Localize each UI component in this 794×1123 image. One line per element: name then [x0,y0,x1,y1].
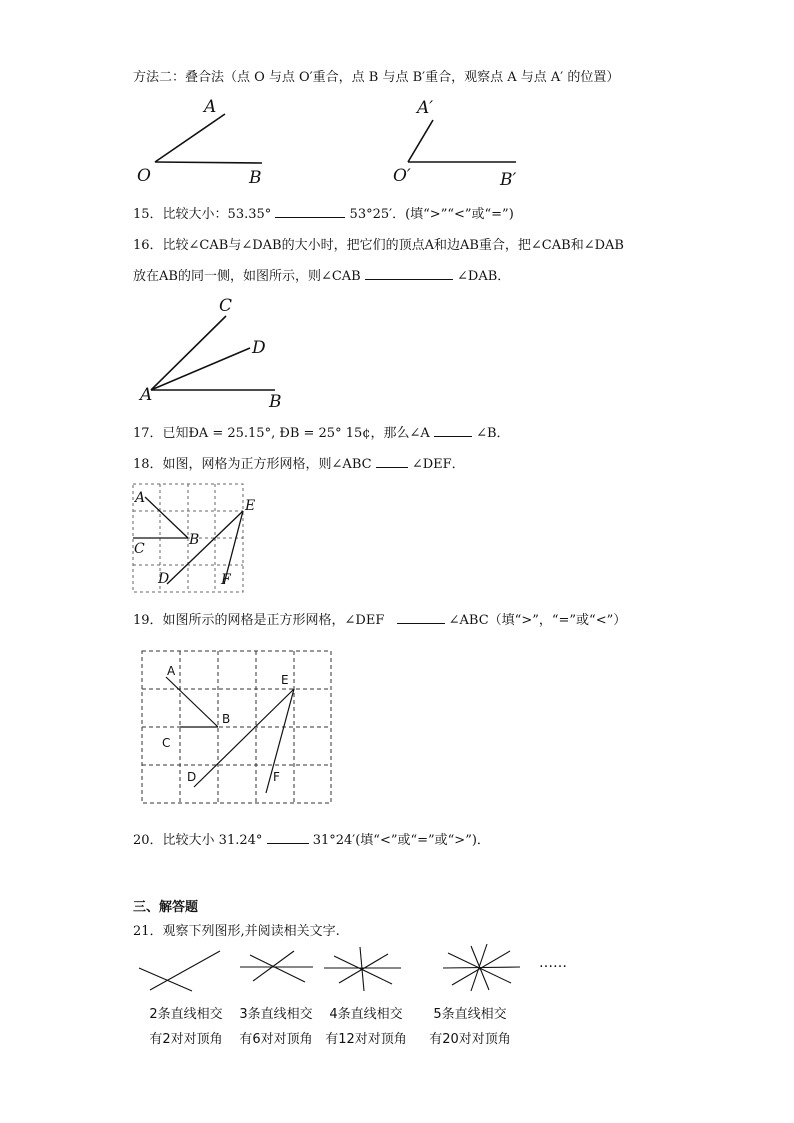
caption-line1: 5条直线相交 [433,1007,507,1022]
caption-line1: 3条直线相交 [239,1007,313,1022]
q17-text-pre: 17．已知ÐA = 25.15°, ÐB = 25° 15¢，那么∠A [133,426,430,441]
label-O: O [137,166,151,186]
q16-line1: 16．比较∠CAB与∠DAB的大小时，把它们的顶点A和边AB重合，把∠CAB和∠DAB [133,238,624,253]
label-A: A [204,97,217,117]
q18-label-E: E [245,498,256,514]
caption-line1: 2条直线相交 [149,1007,223,1022]
caption-line2: 有20对对顶角 [429,1032,511,1047]
caption-line1: 4条直线相交 [329,1007,403,1022]
label-B-prime: B′ [500,170,517,190]
q18-label-F: F [221,572,231,588]
q21-caption-2 [231,1003,321,1047]
q15-text-pre: 15．比较大小：53.35° [133,207,272,222]
method2-text: 方法二：叠合法（点 O 与点 O′重合，点 B 与点 B′重合，观察点 A 与点 A′ 的位置） [133,70,620,85]
q19-label-E: E [281,673,289,687]
q21-caption-4 [422,1003,518,1047]
q21-ellipsis: …… [539,955,567,971]
q16-label-A: A [140,385,153,405]
label-B: B [249,168,262,188]
q18-label-A: A [135,490,146,506]
label-O-prime: O′ [393,166,411,186]
q16-text-pre: 放在AB的同一侧，如图所示，则∠CAB [133,269,361,284]
q19-text-post: ∠ABC（填“>”，“=”或“<”） [448,613,627,628]
q20-text-pre: 20．比较大小 31.24° [133,833,263,848]
q18-label-C: C [134,541,145,557]
q16-text-post: ∠DAB． [457,269,511,284]
q20-text-post: 31°24′(填“<”或“=”或“>”)． [312,833,490,848]
q16-label-D: D [252,338,266,358]
q21-caption-3 [320,1003,412,1047]
label-A-prime: A′ [417,98,434,118]
q19-text-pre: 19．如图所示的网格是正方形网格，∠DEF [133,613,385,628]
q21-text: 21．观察下列图形,并阅读相关文字. [133,924,340,939]
q18-text-post: ∠DEF． [411,457,465,472]
caption-line2: 有12对对顶角 [325,1032,407,1047]
q16-label-B: B [269,392,282,412]
q19-label-A: A [167,664,176,678]
q18-text-pre: 18．如图，网格为正方形网格，则∠ABC [133,457,372,472]
caption-line2: 有6对对顶角 [239,1032,313,1047]
section-heading: 三、解答题 [133,900,199,915]
q16-label-C: C [219,296,233,316]
q18-label-D: D [158,571,170,587]
q19-label-D: D [187,770,197,784]
caption-line2: 有2对对顶角 [149,1032,223,1047]
q17-text-post: ∠B． [476,426,510,441]
q15-text-post: 53°25′．(填“>”“<”或“=”) [349,207,514,222]
q18-label-B: B [189,532,200,548]
q21-caption-1 [141,1003,231,1047]
q19-label-B: B [222,712,231,726]
q19-label-C: C [162,736,171,750]
q19-label-F: F [273,770,280,784]
